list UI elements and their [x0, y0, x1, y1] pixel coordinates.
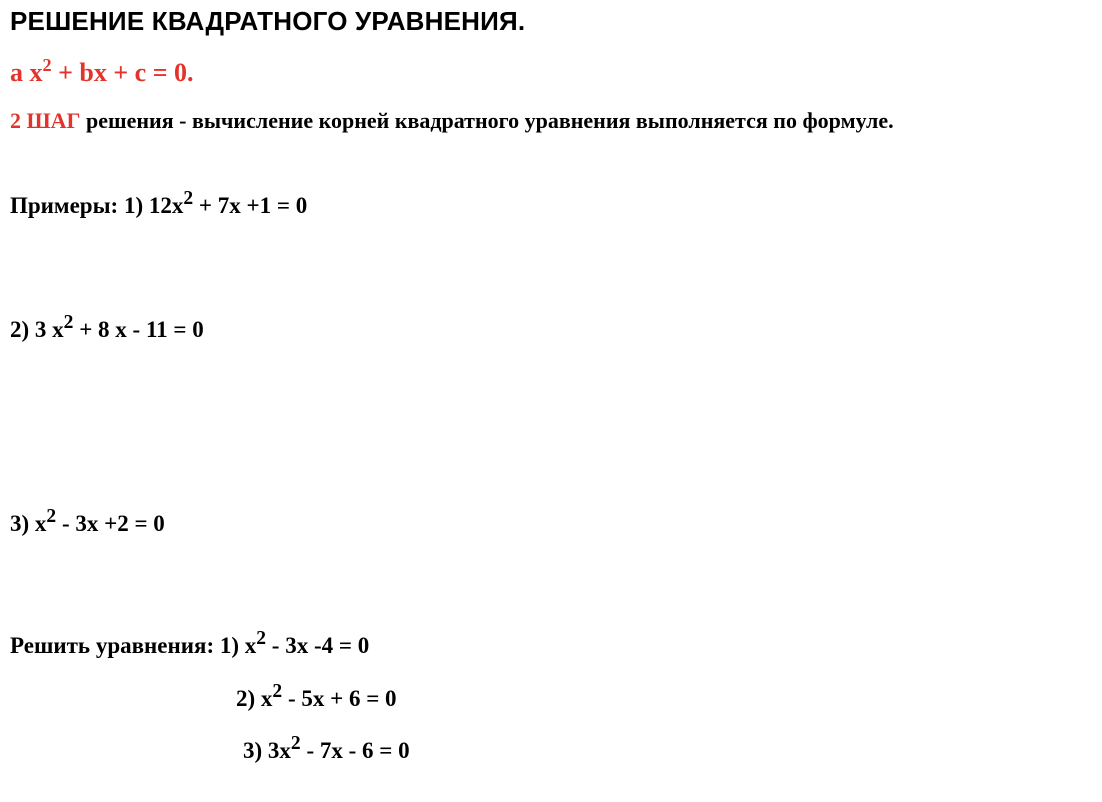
- tasks-label: Решить уравнения: 1): [10, 633, 245, 658]
- formula-lhs: a x: [10, 58, 43, 87]
- task-2-pre: 2) x: [236, 686, 273, 711]
- example-3: [10, 506, 165, 536]
- example-1-exp: 2: [183, 188, 194, 210]
- example-1-post: + 7x +1 = 0: [193, 193, 308, 218]
- example-2-pre: 2) 3 x: [10, 317, 64, 342]
- task-2-post: - 5x + 6 = 0: [282, 686, 397, 711]
- task-1: [10, 628, 370, 658]
- step-description: [10, 110, 894, 132]
- task-3-exp: 2: [290, 733, 301, 755]
- example-3-pre: 3) x: [10, 511, 47, 536]
- task-2: [236, 681, 397, 711]
- task-3-post: - 7x - 6 = 0: [300, 738, 410, 763]
- step-text: решения - вычисление корней квадратного уравнения выполняется по формуле.: [80, 108, 894, 133]
- general-formula: [10, 55, 194, 87]
- task-3-pre: 3) 3x: [243, 738, 291, 763]
- formula-rest: + bx + c = 0.: [51, 58, 194, 87]
- example-2-post: + 8 x - 11 = 0: [73, 317, 204, 342]
- examples-label: Примеры: 1): [10, 193, 149, 218]
- task-1-pre: x: [244, 633, 257, 658]
- step-label: 2 ШАГ: [10, 108, 81, 133]
- formula-exponent: 2: [42, 55, 52, 75]
- example-1-pre: 12x: [148, 193, 184, 218]
- task-2-exp: 2: [272, 681, 283, 703]
- example-3-exp: 2: [46, 506, 57, 528]
- example-3-post: - 3x +2 = 0: [56, 511, 165, 536]
- task-3: [243, 733, 410, 763]
- page-title: РЕШЕНИЕ КВАДРАТНОГО УРАВНЕНИЯ.: [10, 6, 526, 36]
- example-2: [10, 312, 204, 342]
- example-2-exp: 2: [63, 312, 74, 334]
- example-1: [10, 188, 308, 218]
- task-1-exp: 2: [256, 628, 267, 650]
- task-1-post: - 3x -4 = 0: [266, 633, 370, 658]
